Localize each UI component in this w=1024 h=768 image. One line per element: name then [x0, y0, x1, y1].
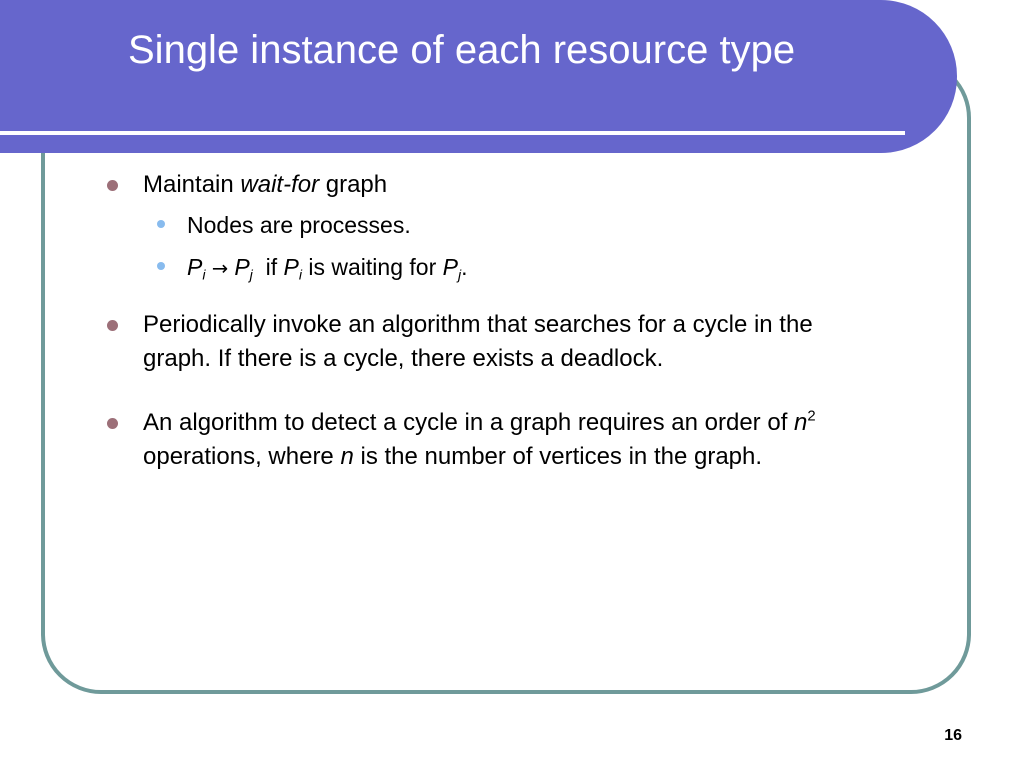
slide-content — [105, 168, 825, 474]
bullet-wait-for-graph — [105, 168, 825, 202]
bullet-emphasis: wait-for — [240, 171, 320, 198]
exponent: 2 — [807, 408, 816, 425]
bullet-dot-icon — [107, 320, 118, 331]
process-symbol: P — [234, 254, 250, 280]
bullet-dot-icon — [157, 220, 165, 228]
slide-title: Single instance of each resource type — [128, 28, 796, 72]
bullet-dot-icon — [107, 418, 118, 429]
bullet-text: Periodically invoke an algorithm that searches for a cycle in the graph. If there is a cycle, there exists a deadlock. — [143, 311, 813, 372]
bullet-text: Nodes are processes. — [187, 212, 411, 238]
bullet-text: operations, where — [143, 443, 341, 470]
process-symbol: P — [187, 254, 203, 280]
variable-n: n — [794, 409, 808, 436]
bullet-dot-icon — [107, 180, 118, 191]
variable-n: n — [340, 443, 354, 470]
bullet-text: if — [252, 254, 284, 280]
bullet-text: An algorithm to detect a cycle in a graph requires an order of — [143, 409, 795, 436]
bullet-text: is waiting for — [302, 254, 443, 280]
process-symbol: P — [283, 254, 299, 280]
bullet-text: graph — [319, 171, 388, 198]
header-band — [0, 0, 957, 153]
subscript: j — [457, 267, 462, 284]
header-rule — [0, 131, 905, 135]
subscript: i — [202, 267, 206, 284]
sub-bullet-edges — [105, 250, 825, 286]
process-symbol: P — [442, 254, 458, 280]
sub-bullet-nodes — [105, 208, 825, 242]
bullet-dot-icon — [157, 262, 165, 270]
arrow-symbol: → — [205, 257, 235, 280]
subscript: i — [298, 267, 303, 284]
bullet-complexity — [105, 406, 825, 474]
bullet-periodic-algorithm — [105, 308, 825, 376]
subscript: j — [249, 267, 253, 284]
bullet-text: . — [461, 254, 468, 280]
bullet-text: Maintain — [143, 171, 241, 198]
page-number: 16 — [944, 727, 962, 744]
bullet-text: is the number of vertices in the graph. — [353, 443, 763, 470]
